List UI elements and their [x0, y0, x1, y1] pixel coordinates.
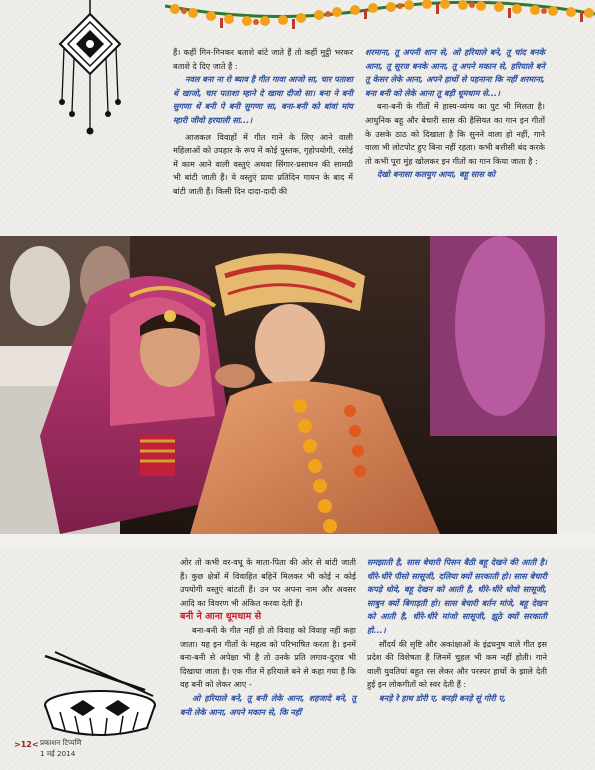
divider-band: [0, 534, 595, 548]
paragraph: सौंदर्य की सृष्टि और अकांक्षाओं के इंद्रधनुष वाले गीत इस प्रदेश की विशेषता हैं जिनमें चुहल भी कम नहीं होती। गाने वाली युवतियां बहुत रस लेकर और परस्पर हाथों के झाले देती हुई इन लोकगीतों को स्वर देती हैं :: [367, 638, 547, 690]
paragraph: बना-बनी के गीतों में हास्य-व्यंग्य का पुट भी मिलता है। आधुनिक बहू और बेचारी सास की हैसियत का गान इन गीतों के उसके ठाठ को दिखाता है कि सुनने वाला हो नहीं, गाने वाला भी लोटपोट हुए बिना नहीं रहता। कभी बत्तीसी बंद करके तो कभी पूरा मुंह खोलकर इन गीतों का गान किया जाता है :: [365, 101, 545, 166]
page-number: >12<: [14, 740, 39, 749]
hanging-lantern-icon: [50, 0, 130, 140]
song-verse: बनड़े रे हाथ डोरी ए, बनड़ी बनड़े सूं गोरी ए,: [379, 692, 507, 703]
issue-date: 1 मई 2014: [40, 749, 76, 758]
section-heading: बनी ने आना धूमधाम से: [180, 611, 262, 623]
wedding-photo: [0, 236, 557, 534]
paragraph: आजकल विवाहों में गीत गाने के लिए आने वाली महिलाओं को उपहार के रूप में कोई पुस्तक, गृहोपयोगी, रसोई में काम आने वाली वस्तुएं अथवा सिंगार-प्रसाधन की सामग्री भी बांटी जाती हैं। ये वस्तुएं प्रायः प्रतिदिन गायन के बाद में बांटी जाती हैं। किसी दिन दादा-दादी की: [173, 131, 353, 196]
column-right-top: [365, 46, 545, 182]
column-left-bottom: [180, 556, 356, 719]
folk-drum-icon: [35, 650, 165, 740]
paragraph: ओर तो कभी वर-वधू के माता-पिता की ओर से बांटी जाती हैं। कुछ क्षेत्रों में विवाहित बहिनें मिलकर भी कोई न कोई उपयोगी वस्तुएं बांटती हैं। उन पर अपना नाम और अवसर आदि का विवरण भी अंकित करवा देती हैं।: [180, 557, 356, 608]
page-footer: [14, 738, 134, 762]
song-verse: देखो बनासा कलयुग आया, बहू सास को: [377, 169, 496, 180]
column-left-top: [173, 46, 353, 199]
song-verse: समझाती है, सास बेचारी पिसन बैठी बहू देखने की आती है। धीरे-धीरे पीसो सासूजी, दलिया क्यों सरकाती हो। सास बेचारी कपड़े धोवे, बहू देखन को आती है, धीरे-धीरे धोवो सासूजी, साबुन क्यों बिगाड़ती हो। सास बेचारी बर्तन मांजे, बहू देखन को आती है, धीरे-धीरे मांजो सासूजी, झूठे क्यों सरकाती हो...।: [367, 557, 547, 635]
paragraph: बना-बनी के गीत नहीं हो तो विवाह को विवाह नहीं कहा जाता। यह इन गीतों के महत्व को परिभाषित करता है। इनमें बना-बनी से अपेक्षा भी है तो उनके प्रति लगाव-दुराव भी दिखाया जाता है। एक गीत में हरियाले बने से कहा गया है कि वह बनी को लेकर आए -: [180, 624, 356, 690]
song-verse: शरमाना, तू अपनी शान से, ओ हरियाले बने, तू चांद बनके आना, तू सूरज बनके आना, तू अपने मकान से, हरियाले बने तू केसर लेके आना, अपने हाथों से पहनाना कि नहीं शरमाना, बना बनी को लेके आना तू बड़ी धूमधाम से...।: [365, 47, 545, 98]
song-verse: नवल बना ना रो ब्याव है गीत गावा आजो सा, चार पताशा थें खाजो, चार पताशा म्हाने दे खावा दीजो सा। बना ने बनी सुगणा थें बनी पे बनी सुगणा सा, बना-बनी को बांवां मांय म्हारी जीवो हरयाली सा...।: [173, 74, 353, 125]
song-verse: ओ हरियाले बने, तू बनी लेके आना, शहजादे बने, तू बनी लेके आना, अपने मकान से, कि नहीं: [180, 692, 356, 717]
paragraph: हैं। कहीं गिन-गिनकर बताशे बांटे जाते हैं तो कहीं मुट्ठी भरकर बताशे दे दिए जाते हैं :: [173, 47, 353, 71]
magazine-name: प्रकाशन टिप्पणि: [40, 738, 82, 747]
column-right-bottom: [367, 556, 547, 706]
marigold-garland-icon: [165, 0, 595, 30]
